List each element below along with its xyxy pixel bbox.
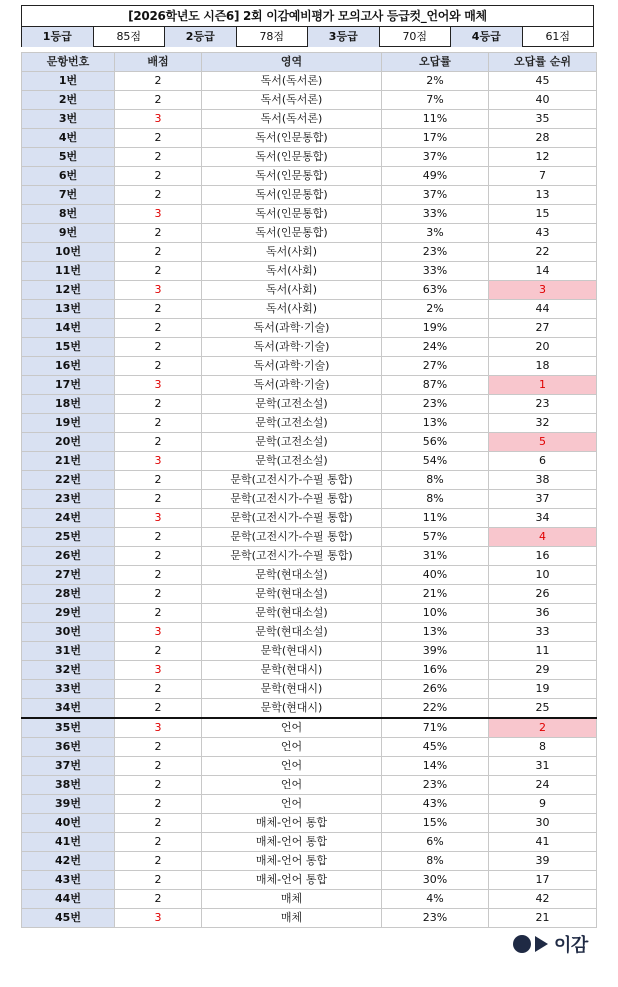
wrong-rate-cell: 43% <box>382 795 489 814</box>
wrong-rate-cell: 45% <box>382 738 489 757</box>
wrong-rate-cell: 8% <box>382 852 489 871</box>
question-number-cell: 5번 <box>22 148 115 167</box>
table-row <box>22 110 597 129</box>
area-cell: 독서(인문통합) <box>202 148 382 167</box>
area-cell: 언어 <box>202 738 382 757</box>
points-cell: 2 <box>115 414 202 433</box>
table-row <box>22 833 597 852</box>
points-cell: 2 <box>115 585 202 604</box>
wrong-rank-cell: 41 <box>489 833 597 852</box>
area-cell: 문학(현대시) <box>202 642 382 661</box>
points-cell: 2 <box>115 490 202 509</box>
area-cell: 독서(과학·기술) <box>202 357 382 376</box>
question-number-cell: 30번 <box>22 623 115 642</box>
wrong-rank-cell: 17 <box>489 871 597 890</box>
table-row <box>22 604 597 623</box>
area-cell: 매체 <box>202 890 382 909</box>
wrong-rate-cell: 3% <box>382 224 489 243</box>
wrong-rate-cell: 87% <box>382 376 489 395</box>
wrong-rate-cell: 23% <box>382 909 489 928</box>
page-title: [2026학년도 시즌6] 2회 이감예비평가 모의고사 등급컷_언어와 매체 <box>22 6 593 27</box>
question-number-cell: 24번 <box>22 509 115 528</box>
points-cell: 2 <box>115 433 202 452</box>
question-number-cell: 25번 <box>22 528 115 547</box>
grade-3-label: 3등급 <box>308 27 380 47</box>
area-cell: 독서(독서론) <box>202 110 382 129</box>
area-cell: 독서(인문통합) <box>202 224 382 243</box>
table-row <box>22 490 597 509</box>
table-row <box>22 376 597 395</box>
wrong-rate-cell: 23% <box>382 395 489 414</box>
points-cell: 2 <box>115 129 202 148</box>
table-row <box>22 890 597 909</box>
table-row <box>22 680 597 699</box>
wrong-rank-cell: 36 <box>489 604 597 623</box>
area-cell: 문학(현대시) <box>202 680 382 699</box>
area-cell: 문학(고전시가-수필 통합) <box>202 547 382 566</box>
table-row <box>22 814 597 833</box>
question-number-cell: 4번 <box>22 129 115 148</box>
question-number-cell: 37번 <box>22 757 115 776</box>
table-row <box>22 167 597 186</box>
table-row <box>22 338 597 357</box>
points-cell: 3 <box>115 281 202 300</box>
grade-4-score: 61점 <box>545 30 571 43</box>
table-row <box>22 300 597 319</box>
question-number-cell: 17번 <box>22 376 115 395</box>
wrong-rank-cell: 2 <box>489 718 597 738</box>
points-cell: 3 <box>115 623 202 642</box>
question-number-cell: 9번 <box>22 224 115 243</box>
table-row <box>22 718 597 738</box>
table-row <box>22 566 597 585</box>
table-body <box>22 72 597 928</box>
wrong-answer-table <box>21 52 597 928</box>
wrong-rate-cell: 22% <box>382 699 489 719</box>
wrong-rate-cell: 23% <box>382 776 489 795</box>
area-cell: 문학(고전소설) <box>202 452 382 471</box>
points-cell: 2 <box>115 890 202 909</box>
wrong-rank-cell: 24 <box>489 776 597 795</box>
points-cell: 2 <box>115 224 202 243</box>
wrong-rate-cell: 4% <box>382 890 489 909</box>
wrong-rank-cell: 23 <box>489 395 597 414</box>
wrong-rate-cell: 21% <box>382 585 489 604</box>
question-number-cell: 15번 <box>22 338 115 357</box>
wrong-rate-cell: 11% <box>382 110 489 129</box>
points-cell: 3 <box>115 718 202 738</box>
area-cell: 독서(과학·기술) <box>202 338 382 357</box>
area-cell: 문학(현대시) <box>202 661 382 680</box>
area-cell: 문학(현대시) <box>202 699 382 719</box>
area-cell: 독서(인문통합) <box>202 186 382 205</box>
table-row <box>22 509 597 528</box>
question-number-cell: 22번 <box>22 471 115 490</box>
points-cell: 2 <box>115 186 202 205</box>
table-row <box>22 205 597 224</box>
wrong-rank-cell: 13 <box>489 186 597 205</box>
question-number-cell: 20번 <box>22 433 115 452</box>
wrong-rank-cell: 26 <box>489 585 597 604</box>
question-number-cell: 29번 <box>22 604 115 623</box>
table-header-row <box>22 53 597 72</box>
question-number-cell: 18번 <box>22 395 115 414</box>
table-row <box>22 414 597 433</box>
question-number-cell: 39번 <box>22 795 115 814</box>
wrong-rate-cell: 8% <box>382 471 489 490</box>
area-cell: 매체 <box>202 909 382 928</box>
area-cell: 매체-언어 통합 <box>202 833 382 852</box>
wrong-rank-cell: 28 <box>489 129 597 148</box>
points-cell: 3 <box>115 376 202 395</box>
wrong-rate-cell: 14% <box>382 757 489 776</box>
points-cell: 2 <box>115 833 202 852</box>
table-row <box>22 129 597 148</box>
question-number-cell: 23번 <box>22 490 115 509</box>
wrong-rate-cell: 17% <box>382 129 489 148</box>
wrong-rank-cell: 40 <box>489 91 597 110</box>
points-cell: 3 <box>115 110 202 129</box>
area-cell: 문학(현대소설) <box>202 566 382 585</box>
area-cell: 매체-언어 통합 <box>202 871 382 890</box>
area-cell: 문학(고전시가-수필 통합) <box>202 509 382 528</box>
question-number-cell: 40번 <box>22 814 115 833</box>
area-cell: 독서(사회) <box>202 262 382 281</box>
wrong-rank-cell: 32 <box>489 414 597 433</box>
points-cell: 2 <box>115 776 202 795</box>
wrong-rank-cell: 16 <box>489 547 597 566</box>
wrong-rank-cell: 35 <box>489 110 597 129</box>
area-cell: 언어 <box>202 795 382 814</box>
points-cell: 2 <box>115 357 202 376</box>
question-number-cell: 41번 <box>22 833 115 852</box>
grade-1-label: 1등급 <box>22 27 94 47</box>
question-number-cell: 28번 <box>22 585 115 604</box>
wrong-rate-cell: 71% <box>382 718 489 738</box>
points-cell: 2 <box>115 547 202 566</box>
points-cell: 2 <box>115 699 202 719</box>
question-number-cell: 3번 <box>22 110 115 129</box>
table-row <box>22 395 597 414</box>
area-cell: 독서(사회) <box>202 243 382 262</box>
question-number-cell: 36번 <box>22 738 115 757</box>
wrong-rank-cell: 15 <box>489 205 597 224</box>
area-cell: 매체-언어 통합 <box>202 852 382 871</box>
area-cell: 문학(고전시가-수필 통합) <box>202 471 382 490</box>
points-cell: 2 <box>115 757 202 776</box>
wrong-rate-cell: 26% <box>382 680 489 699</box>
question-number-cell: 14번 <box>22 319 115 338</box>
table-row <box>22 452 597 471</box>
table-row <box>22 186 597 205</box>
wrong-rate-cell: 54% <box>382 452 489 471</box>
table-row <box>22 148 597 167</box>
grade-1-score: 85점 <box>94 27 166 47</box>
col-wrong-rate: 오답률 <box>382 53 489 72</box>
table-row <box>22 547 597 566</box>
question-number-cell: 32번 <box>22 661 115 680</box>
question-number-cell: 2번 <box>22 91 115 110</box>
wrong-rate-cell: 63% <box>382 281 489 300</box>
table-row <box>22 357 597 376</box>
table-row <box>22 433 597 452</box>
wrong-rank-cell: 31 <box>489 757 597 776</box>
points-cell: 2 <box>115 148 202 167</box>
wrong-rate-cell: 13% <box>382 623 489 642</box>
col-points: 배점 <box>115 53 202 72</box>
area-cell: 매체-언어 통합 <box>202 814 382 833</box>
grade-2-label: 2등급 <box>165 27 237 47</box>
area-cell: 문학(고전소설) <box>202 414 382 433</box>
question-number-cell: 38번 <box>22 776 115 795</box>
wrong-rank-cell: 19 <box>489 680 597 699</box>
table-row <box>22 224 597 243</box>
wrong-rank-cell: 44 <box>489 300 597 319</box>
wrong-rate-cell: 23% <box>382 243 489 262</box>
table-row <box>22 91 597 110</box>
wrong-rank-cell: 29 <box>489 661 597 680</box>
wrong-rate-cell: 19% <box>382 319 489 338</box>
wrong-rank-cell: 27 <box>489 319 597 338</box>
question-number-cell: 44번 <box>22 890 115 909</box>
wrong-rank-cell: 7 <box>489 167 597 186</box>
points-cell: 2 <box>115 319 202 338</box>
wrong-rate-cell: 11% <box>382 509 489 528</box>
points-cell: 2 <box>115 91 202 110</box>
area-cell: 독서(인문통합) <box>202 129 382 148</box>
question-number-cell: 45번 <box>22 909 115 928</box>
question-number-cell: 26번 <box>22 547 115 566</box>
igam-logo-icon <box>512 933 550 955</box>
wrong-rank-cell: 21 <box>489 909 597 928</box>
wrong-rank-cell: 45 <box>489 72 597 91</box>
wrong-rank-cell: 43 <box>489 224 597 243</box>
points-cell: 3 <box>115 661 202 680</box>
area-cell: 문학(고전시가-수필 통합) <box>202 490 382 509</box>
area-cell: 독서(과학·기술) <box>202 319 382 338</box>
question-number-cell: 11번 <box>22 262 115 281</box>
points-cell: 2 <box>115 852 202 871</box>
wrong-rate-cell: 37% <box>382 148 489 167</box>
area-cell: 문학(현대소설) <box>202 604 382 623</box>
wrong-rank-cell: 22 <box>489 243 597 262</box>
wrong-rate-cell: 39% <box>382 642 489 661</box>
question-number-cell: 10번 <box>22 243 115 262</box>
grade-cut-row <box>22 27 593 47</box>
area-cell: 문학(고전소설) <box>202 433 382 452</box>
area-cell: 독서(인문통합) <box>202 205 382 224</box>
question-number-cell: 27번 <box>22 566 115 585</box>
wrong-rate-cell: 2% <box>382 300 489 319</box>
wrong-rank-cell: 42 <box>489 890 597 909</box>
wrong-rate-cell: 57% <box>382 528 489 547</box>
area-cell: 독서(사회) <box>202 281 382 300</box>
points-cell: 2 <box>115 300 202 319</box>
wrong-rate-cell: 16% <box>382 661 489 680</box>
wrong-rate-cell: 33% <box>382 205 489 224</box>
points-cell: 2 <box>115 738 202 757</box>
wrong-rank-cell: 25 <box>489 699 597 719</box>
grade-3-score: 70점 <box>380 27 452 47</box>
table-row <box>22 471 597 490</box>
area-cell: 독서(사회) <box>202 300 382 319</box>
grade-2-score: 78점 <box>237 27 309 47</box>
wrong-rank-cell: 33 <box>489 623 597 642</box>
wrong-rank-cell: 3 <box>489 281 597 300</box>
points-cell: 2 <box>115 795 202 814</box>
points-cell: 2 <box>115 167 202 186</box>
points-cell: 2 <box>115 471 202 490</box>
wrong-rank-cell: 37 <box>489 490 597 509</box>
col-area: 영역 <box>202 53 382 72</box>
grade-4-label: 4등급 <box>451 27 523 47</box>
area-cell: 언어 <box>202 776 382 795</box>
wrong-rank-cell: 4 <box>489 528 597 547</box>
wrong-rank-cell: 20 <box>489 338 597 357</box>
wrong-rank-cell: 39 <box>489 852 597 871</box>
points-cell: 3 <box>115 509 202 528</box>
table-row <box>22 738 597 757</box>
table-row <box>22 795 597 814</box>
wrong-rank-cell: 6 <box>489 452 597 471</box>
table-row <box>22 699 597 719</box>
wrong-rate-cell: 10% <box>382 604 489 623</box>
grade-cut-header <box>21 5 594 47</box>
question-number-cell: 19번 <box>22 414 115 433</box>
question-number-cell: 43번 <box>22 871 115 890</box>
wrong-rank-cell: 12 <box>489 148 597 167</box>
wrong-rank-cell: 14 <box>489 262 597 281</box>
wrong-rank-cell: 30 <box>489 814 597 833</box>
table-row <box>22 281 597 300</box>
points-cell: 2 <box>115 262 202 281</box>
question-number-cell: 6번 <box>22 167 115 186</box>
col-wrong-rank: 오답률 순위 <box>489 53 597 72</box>
table-row <box>22 642 597 661</box>
table-row <box>22 319 597 338</box>
table-row <box>22 852 597 871</box>
area-cell: 언어 <box>202 757 382 776</box>
area-cell: 문학(고전시가-수필 통합) <box>202 528 382 547</box>
points-cell: 3 <box>115 452 202 471</box>
wrong-rate-cell: 30% <box>382 871 489 890</box>
table-row <box>22 757 597 776</box>
wrong-rank-cell: 5 <box>489 433 597 452</box>
wrong-rate-cell: 56% <box>382 433 489 452</box>
question-number-cell: 13번 <box>22 300 115 319</box>
wrong-rank-cell: 18 <box>489 357 597 376</box>
wrong-rank-cell: 11 <box>489 642 597 661</box>
wrong-rank-cell: 38 <box>489 471 597 490</box>
area-cell: 독서(인문통합) <box>202 167 382 186</box>
points-cell: 2 <box>115 338 202 357</box>
igam-logo <box>512 931 588 957</box>
wrong-rate-cell: 24% <box>382 338 489 357</box>
wrong-rate-cell: 49% <box>382 167 489 186</box>
table-row <box>22 72 597 91</box>
wrong-rate-cell: 7% <box>382 91 489 110</box>
wrong-rate-cell: 40% <box>382 566 489 585</box>
wrong-rate-cell: 27% <box>382 357 489 376</box>
points-cell: 2 <box>115 642 202 661</box>
wrong-rate-cell: 15% <box>382 814 489 833</box>
question-number-cell: 12번 <box>22 281 115 300</box>
table-row <box>22 243 597 262</box>
points-cell: 2 <box>115 814 202 833</box>
question-number-cell: 8번 <box>22 205 115 224</box>
wrong-rank-cell: 10 <box>489 566 597 585</box>
wrong-rank-cell: 1 <box>489 376 597 395</box>
table-row <box>22 528 597 547</box>
area-cell: 독서(독서론) <box>202 72 382 91</box>
table-row <box>22 661 597 680</box>
table-row <box>22 776 597 795</box>
question-number-cell: 21번 <box>22 452 115 471</box>
question-number-cell: 1번 <box>22 72 115 91</box>
question-number-cell: 16번 <box>22 357 115 376</box>
wrong-rate-cell: 6% <box>382 833 489 852</box>
question-number-cell: 35번 <box>22 718 115 738</box>
question-number-cell: 31번 <box>22 642 115 661</box>
points-cell: 3 <box>115 909 202 928</box>
wrong-rate-cell: 33% <box>382 262 489 281</box>
area-cell: 문학(고전소설) <box>202 395 382 414</box>
table-row <box>22 262 597 281</box>
wrong-rate-cell: 31% <box>382 547 489 566</box>
wrong-rank-cell: 34 <box>489 509 597 528</box>
wrong-rank-cell: 9 <box>489 795 597 814</box>
area-cell: 문학(현대소설) <box>202 585 382 604</box>
points-cell: 2 <box>115 604 202 623</box>
points-cell: 2 <box>115 528 202 547</box>
wrong-rate-cell: 2% <box>382 72 489 91</box>
points-cell: 2 <box>115 243 202 262</box>
question-number-cell: 33번 <box>22 680 115 699</box>
area-cell: 독서(과학·기술) <box>202 376 382 395</box>
logo-text: 이감 <box>554 935 588 956</box>
area-cell: 언어 <box>202 718 382 738</box>
points-cell: 2 <box>115 680 202 699</box>
points-cell: 3 <box>115 205 202 224</box>
wrong-rank-cell: 8 <box>489 738 597 757</box>
points-cell: 2 <box>115 566 202 585</box>
points-cell: 2 <box>115 871 202 890</box>
points-cell: 2 <box>115 395 202 414</box>
wrong-rate-cell: 37% <box>382 186 489 205</box>
area-cell: 문학(현대소설) <box>202 623 382 642</box>
table-row <box>22 585 597 604</box>
question-number-cell: 42번 <box>22 852 115 871</box>
wrong-rate-cell: 8% <box>382 490 489 509</box>
table-row <box>22 623 597 642</box>
question-number-cell: 34번 <box>22 699 115 719</box>
table-row <box>22 909 597 928</box>
table-row <box>22 871 597 890</box>
wrong-rate-cell: 13% <box>382 414 489 433</box>
points-cell: 2 <box>115 72 202 91</box>
question-number-cell: 7번 <box>22 186 115 205</box>
area-cell: 독서(독서론) <box>202 91 382 110</box>
col-question-number: 문항번호 <box>22 53 115 72</box>
